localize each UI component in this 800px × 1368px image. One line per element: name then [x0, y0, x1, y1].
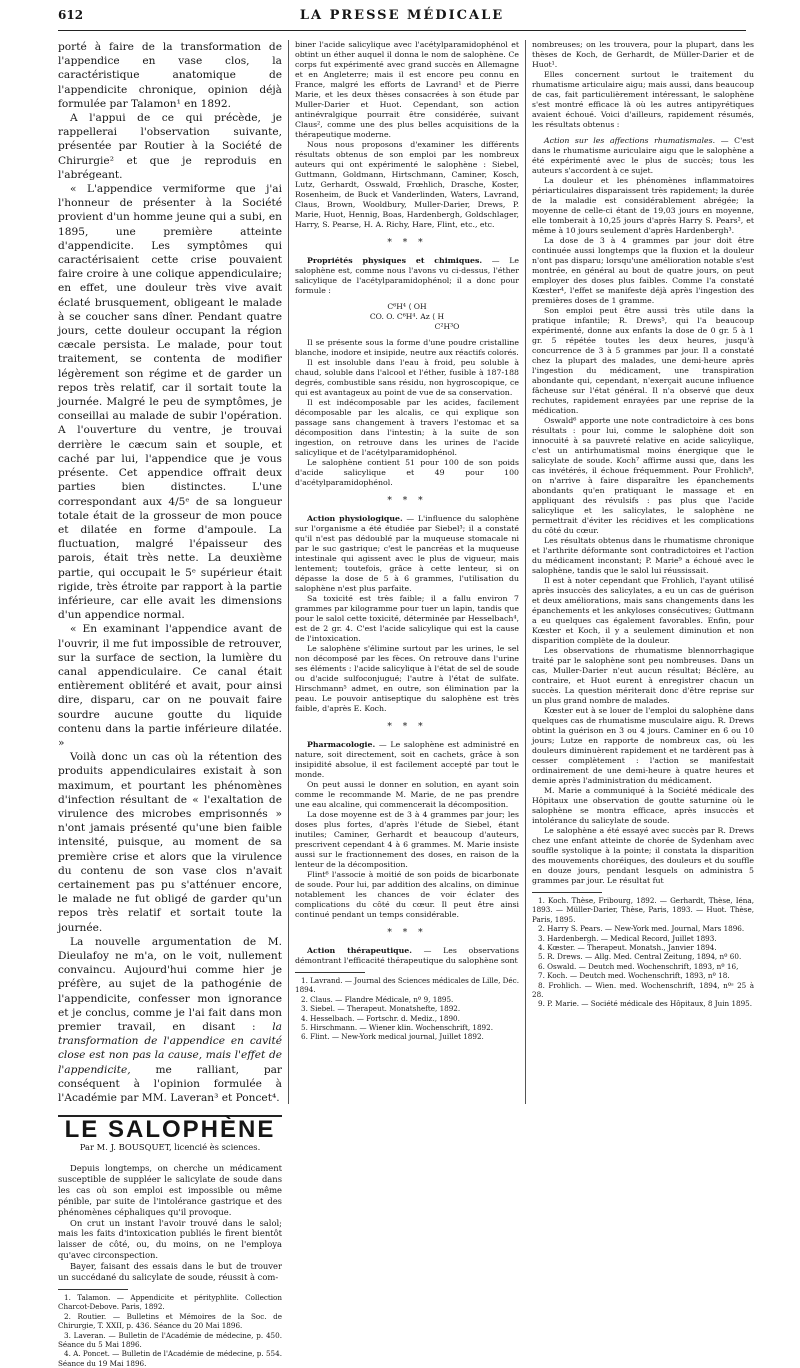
- footnote: 6. Flint. — New-York medical journal, Juillet 1892.: [301, 1032, 484, 1042]
- column-middle: [295, 40, 519, 1042]
- text-span: — L'influence du salophène sur l'organisme a été étudiée par Siebel³; il a constaté qu'il n'est pas dédoublé par la muqueuse stomacale ni par le suc gastrique; c'est le pancréas et la muqueuse intestinale qui agissent avec le plus de vigueur, mais lentement; toutefois, grâce à cette lenteur, si on dépasse la dose de 5 à 6 grammes, l'utilisation du salophène n'est plus parfaite.: [295, 514, 519, 593]
- column-divider: [525, 40, 526, 1104]
- footnote: 3. Laveran. — Bulletin de l'Académie de médecine, p. 450. Séance du 5 Mai 1896.: [58, 1330, 282, 1350]
- paragraph: porté à faire de la transformation de l'appendice en vase clos, la caractéristique anatomique de l'appendicite chronique, opinion déjà formulée par Talamon¹ en 1892.: [58, 41, 282, 110]
- paragraph: [295, 514, 519, 594]
- page-header: [58, 6, 746, 30]
- footnote: 6. Oswald. — Deutch med. Wochenschrift, 1893, nº 16,: [538, 961, 739, 971]
- footnote: 1. Koch. Thèse, Fribourg, 1892. — Gerhardt, Thèse, Iéna, 1893. — Müller-Darier, Thèse, Paris, 1893. — Huot. Thèse, Paris, 1895.: [532, 896, 754, 924]
- paragraph: Sa toxicité est très faible; il a fallu environ 7 grammes par kilogramme pour tuer un lapin, tandis que pour le salol cette toxicité, déterminée par Hesselbach⁴, est de 2 gr. 4. C'est l'acide salicylique qui est la cause de l'intoxication.: [295, 594, 519, 643]
- footnote: 8. Frohlich. — Wien. med. Wochenschrift, 1894, nºˢ 25 à 28.: [532, 980, 754, 1000]
- paragraph: La dose moyenne est de 3 à 4 grammes par jour; les doses plus fortes, d'après l'étude de Siebel, étant inutiles; Caminer, Gerhardt et beaucoup d'auteurs, prescrivent cependant 4 à 6 grammes. M. Marie insiste aussi sur le fractionnement des doses, en raison de la lenteur de la décomposition.: [295, 810, 519, 869]
- text-span: La nouvelle argumentation de M. Dieulafoy ne m'a, on le voit, nullement convaincu. Aujourd'hui comme hier je préfère, au sujet de la pathogénie de l'appendicite, confesser mon ignorance et je conclus, comme je l'ai fait dans mon premier travail, en disant :: [58, 935, 282, 1034]
- footnote: 2. Claus. — Flandre Médicale, nº 9, 1895.: [301, 994, 454, 1004]
- paragraph: La dose de 3 à 4 grammes par jour doit être continuée aussi longtemps que la fluxion et la douleur n'ont pas disparu; lorsqu'une amélioration notable s'est montrée, en général au bout de quatre jours, on peut employer des doses plus faibles. Comme l'a constaté Kœster⁴, l'effet se manifeste déjà après l'ingestion des premières doses de 1 gramme.: [532, 236, 754, 305]
- footnote: 4. A. Poncet. — Bulletin de l'Académie de médecine, p. 554. Séance du 19 Mai 1896.: [58, 1349, 282, 1368]
- footnote: 3. Siebel. — Therapeut. Monatshefte, 1892.: [301, 1004, 461, 1014]
- section-stars: * * *: [387, 496, 427, 506]
- paragraph: Il se présente sous la forme d'une poudre cristalline blanche, inodore et insipide, neutre aux réactifs colorés.: [295, 338, 519, 357]
- paragraph: Flint⁶ l'associe à moitié de son poids de bicarbonate de soude. Pour lui, par addition des alcalins, on diminue notablement les chances de voir éclater des complications du côté du cœur. Il peut être ainsi continué pendant un temps considérable.: [295, 870, 519, 919]
- section-stars: * * *: [387, 722, 427, 732]
- paragraph: Son emploi peut être aussi très utile dans la pratique infantile; R. Drews⁵, qui l'a beaucoup expérimenté, donne aux enfants la dose de 0 gr. 5 à 1 gr. 5 répétée toutes les deux heures, jusqu'à concurrence de 3 à 5 grammes par jour. Il a constaté chez la plupart des malades, une demi-heure après l'ingestion du médicament, une transpiration abondante qui, cependant, n'exerçait aucune influence fâcheuse sur l'état général. Il n'a observé que deux rechutes, rapidement enrayées par une reprise de la médication.: [532, 306, 754, 415]
- formula-line: C⁶H⁴ ⟨ OH: [387, 302, 427, 311]
- footnote-rule: [295, 972, 365, 973]
- paragraph: Elles concernent surtout le traitement du rhumatisme articulaire aigu; mais aussi, dans beaucoup de cas, fait particulièrement intéressant, le salophène s'est montré efficace là où les autres antipyrétiques avaient échoué. Voici d'ailleurs, rapidement résumés, les résultats obtenus :: [532, 70, 754, 129]
- footnote-rule: [532, 892, 602, 893]
- paragraph: Depuis longtemps, on cherche un médicament susceptible de suppléer le salicylate de soude dans les cas où son emploi est impossible ou même pénible, par suite de l'intolérance gastrique et des phénomènes céphaliques qu'il provoque.: [58, 1163, 282, 1217]
- column-left: [58, 40, 282, 1368]
- footnote: 4. Hesselbach. — Fortschr. d. Mediz., 1890.: [301, 1013, 460, 1023]
- paragraph: [58, 935, 282, 1105]
- column-right: [532, 40, 754, 1009]
- paragraph: biner l'acide salicylique avec l'acétylparamidophénol et obtint un éther auquel il donna le nom de salophène. Ce corps fut expérimenté avec grand succès en Allemagne et en Angleterre; mais il est encore peu connu en France, malgré les efforts de Lavrand¹ et de Pierre Marie, et les deux thèses consacrées à son étude par Muller-Darier et Huot. Cependant, son action antinévralgique pourrait être considérée, suivant Claus², comme une des plus belles acquisitions de la thérapeutique moderne.: [295, 40, 519, 139]
- footnote: 7. Koch. — Deutch med. Wochenschrift, 1893, nº 18.: [538, 971, 730, 981]
- paragraph: Il est à noter cependant que Frohlich, l'ayant utilisé après insuccès des salicylates, a eu un cas de guérison et deux améliorations, mais sans changements dans les épanchements et les ankyloses consécutives; Guttmann a eu quelques cas également favorables. Enfin, pour Kœster et Koch, il y a seulement diminution et non disparition complète de la douleur.: [532, 576, 754, 645]
- footnote: 5. Hirschmann. — Wiener klin. Wochenschrift, 1892.: [301, 1023, 493, 1033]
- footnote: 1. Talamon. — Appendicite et pérityphlite. Collection Charcot-Debove. Paris, 1892.: [58, 1293, 282, 1312]
- paragraph: Bayer, faisant des essais dans le but de trouver un succédané du salicylate de soude, réussit à com-: [58, 1261, 282, 1283]
- text-span: — C'est dans le rhumatisme auriculaire aigu que le salophène a été expérimenté avec le plus de succès; tous les auteurs s'accordent à ce sujet.: [532, 136, 754, 175]
- text-span: — Le salophène est, comme nous l'avons vu ci-dessus, l'éther salicylique de l'acétylparamidophénol; il a donc pour formule :: [295, 256, 519, 295]
- text-span: — Le salophène est administré en nature, soit directement, soit en cachets, grâce à son insipidité absolue, il est facilement accepté par tout le monde.: [295, 740, 519, 779]
- appendicitis-text: [58, 40, 282, 1105]
- section-heading: Propriétés physiques et chimiques.: [307, 256, 483, 265]
- footnote: 3. Hardenbergh. — Medical Record, Juillet 1893.: [538, 933, 717, 943]
- paragraph: M. Marie a communiqué à la Société médicale des Hôpitaux une observation de goutte saturnine où le salophène se montra efficace, après insuccès et intolérance du salicylate de soude.: [532, 786, 754, 825]
- italic-conclusion: la transformation de l'appendice en cavité close est non pas la cause, mais l'effet de l'appendicite,: [58, 1021, 282, 1076]
- footnote: 5. R. Drews. — Allg. Med. Central Zeitung, 1894, nº 60.: [538, 952, 742, 962]
- section-stars: * * *: [387, 928, 427, 938]
- paragraph: Le salophène contient 51 pour 100 de son poids d'acide salicylique et 49 pour 100 d'acétylparamidophénol.: [295, 458, 519, 487]
- section-heading: Pharmacologie.: [307, 740, 376, 749]
- footnote: 2. Harry S. Pears. — New-York med. Journal, Mars 1896.: [538, 924, 745, 934]
- chemical-formula: [295, 302, 519, 332]
- paragraph: Il est insoluble dans l'eau à froid, peu soluble à chaud, soluble dans l'alcool et l'éther, fusible à 187-188 degrés, combustible sans résidu, non hygroscopique, ce qui est avantageux au point de vue de sa conservation.: [295, 358, 519, 397]
- paragraph: On crut un instant l'avoir trouvé dans le salol; mais les faits d'intoxication publiés le firent bientôt laisser de côté, ou, du moins, on ne l'employa qu'avec circonspection.: [58, 1217, 282, 1261]
- paragraph: [295, 256, 519, 296]
- paragraph: A l'appui de ce qui précède, je rappellerai l'observation suivante, présentée par Routier à la Société de Chirurgie² et que je reproduis en l'abrégeant.: [58, 112, 282, 181]
- section-heading: Action thérapeutique.: [307, 946, 412, 955]
- paragraph: [295, 946, 519, 966]
- section-heading: Action physiologique.: [307, 514, 403, 523]
- text-span: me ralliant, par conséquent à l'opinion formulée à l'Académie par MM. Laveran³ et Poncet⁴.: [58, 1063, 282, 1105]
- formula-line: C²H³O: [434, 322, 460, 331]
- paragraph: Les résultats obtenus dans le rhumatisme chronique et l'arthrite déformante sont contradictoires et l'action du médicament inconstant; P. Marie⁹ a échoué avec le salophène, tandis que le salol lui réussissait.: [532, 536, 754, 575]
- header-divider: [58, 30, 746, 31]
- paragraph: [532, 136, 754, 176]
- paragraph: « En examinant l'appendice avant de l'ouvrir, il me fut impossible de retrouver, sur la surface de section, la lumière du canal appendiculaire. Ce canal était entièrement oblitéré et avait, pour ainsi dire, disparu, car on ne pouvait faire sourdre aucune goutte du liquide contenu dans la partie inférieure dilatée. »: [58, 623, 282, 749]
- byline: Par M. J. BOUSQUET, licencié ès sciences.: [79, 1142, 261, 1153]
- footnote-rule: [58, 1289, 128, 1290]
- paragraph: Oswald⁶ apporte une note contradictoire à ces bons résultats : pour lui, comme le salophène doit son innocuité à sa pauvreté relative en acide salicylique, c'est un antirhumatismal moins énergique que le salicylate de soude. Koch⁷ affirme aussi que, dans les cas invétérés, il échoue fréquemment. Pour Frohlich⁸, on n'arrive à faire disparaître les épanchements abondants qu'en pratiquant le massage et en appliquant des révulsifs : pas plus que l'acide salicylique et les salicylates, le salophène ne permettrait d'éviter les récidives et les complications du côté du cœur.: [532, 416, 754, 535]
- footnote: 2. Routier. — Bulletins et Mémoires de la Soc. de Chirurgie, T. XXII, p. 436. Séance du 20 Mai 1896.: [58, 1311, 282, 1331]
- paragraph: [295, 740, 519, 780]
- article-title: LE SALOPHÈNE: [64, 1116, 276, 1144]
- paragraph: nombreuses; on les trouvera, pour la plupart, dans les thèses de Koch, de Gerhardt, de Müller-Darier et de Huot¹.: [532, 40, 754, 69]
- section-stars: * * *: [387, 238, 427, 248]
- formula-line: CO. O. C⁶H⁴. Az ⟨ H: [369, 312, 445, 321]
- page-number: 612: [58, 8, 84, 22]
- footnote: 1. Lavrand. — Journal des Sciences médicales de Lille, Déc. 1894.: [295, 976, 519, 995]
- journal-title: LA PRESSE MÉDICALE: [299, 8, 505, 23]
- paragraph: Le salophène s'élimine surtout par les urines, le sel non décomposé par les fèces. On retrouve dans l'urine ses éléments : l'acide salicylique à l'état de sel de soude ou d'acide sulfoconjugué; l'autre à l'état de sulfate. Hirschmann⁵ admet, en outre, son élimination par la peau. Le pouvoir antiseptique du salophène est très faible, d'après E. Koch.: [295, 644, 519, 713]
- column-divider: [288, 40, 289, 1104]
- footnote: 4. Kœster. — Therapeut. Monatsh., Janvier 1894.: [538, 943, 717, 953]
- text-span: — Les observations démontrant l'efficacité thérapeutique du salophène sont: [295, 946, 519, 965]
- paragraph: Il est indécomposable par les acides, facilement décomposable par les alcalis, ce qui explique son passage sans changement à travers l'estomac et sa décomposition dans l'intestin; à la suite de son ingestion, on retrouve dans les urines de l'acide salicylique et de l'acétylparamidophénol.: [295, 398, 519, 457]
- paragraph: Voilà donc un cas où la rétention des produits appendiculaires existait à son maximum, et pourtant les phénomènes d'infection résultant de « l'exaltation de virulence des microbes emprisonnés » n'ont jamais présenté qu'une bien faible intensité, puisque, au moment de sa première crise et alors que la virulence du contenu de son vase clos n'avait certainement pas pu s'atténuer encore, le malade ne fut obligé de garder qu'un repos très relatif et sortait toute la journée.: [58, 751, 282, 934]
- paragraph: Les observations de rhumatisme blennorrhagique traité par le salophène sont peu nombreuses. Dans un cas, Muller-Darier n'eut aucun résultat; Béclère, au contraire, et Huot eurent à enregistrer chacun un succès. La question mériterait donc d'être reprise sur un plus grand nombre de malades.: [532, 646, 754, 705]
- paragraph: On peut aussi le donner en solution, en ayant soin comme le recommande M. Marie, de ne pas prendre une eau alcaline, qui commencerait la décomposition.: [295, 780, 519, 809]
- section-heading: Action sur les affections rhumatismales.: [544, 136, 716, 145]
- paragraph: Kœster eut à se louer de l'emploi du salophène dans quelques cas de rhumatisme musculaire aigu. R. Drews obtint la guérison en 3 ou 4 jours. Caminer en 6 ou 10 jours; Lutze en rapporte de nombreux cas, où les douleurs diminuèrent rapidement et ne tardèrent pas à cesser complètement : l'action se manifestait ordinairement de une demi-heure à quatre heures et demie après l'administration du médicament.: [532, 706, 754, 785]
- paragraph: Nous nous proposons d'examiner les différents résultats obtenus de son emploi par les nombreux auteurs qui ont expérimenté le salophène : Siebel, Guttmann, Goldmann, Hirtschmann, Caminer, Kosch, Lutz, Gerhardt, Osswald, Frœhlich, Drasche, Koster, Rosenheim, de Buck et Vanderlinden, Waters, Lavrand, Claus, Brown, Wooldbury, Muller-Darier, Drews, P. Marie, Huot, Hennig, Boas, Hardenbergh, Goldschlager, Harry, S. Pearse, H. A. Richy, Hare, Flint, etc., etc.: [295, 140, 519, 229]
- paragraph: La douleur et les phénomènes inflammatoires périarticulaires disparaissent très rapidement; la durée de la maladie est considérablement abrégée; la moyenne de celle-ci étant de 19,03 jours en moyenne, elle tomberait à 10,25 jours d'après Harry S. Pears², et même à 10 jours seulement d'après Hardenbergh³.: [532, 176, 754, 235]
- paragraph: Le salophène a été essayé avec succès par R. Drews chez une enfant atteinte de chorée de Sydenham avec souffle systolique à la pointe; il constata la disparition des mouvements choréiques, des douleurs et du souffle en douze jours, pendant lesquels on administra 5 grammes par jour. Le résultat fut: [532, 826, 754, 885]
- footnote: 9. P. Marie. — Société médicale des Hôpitaux, 8 Juin 1895.: [538, 999, 753, 1009]
- paragraph: « L'appendice vermiforme que j'ai l'honneur de présenter à la Société provient d'un homme jeune qui a subi, en 1895, une première atteinte d'appendicite. Les symptômes qui caractérisaient cette crise pouvaient faire croire à une colique appendiculaire; en effet, une douleur très vive avait éclaté brusquement, obligeant le malade à se coucher sans dîner. Pendant quatre jours, cette douleur occupant la région cæcale persista. Le malade, pour tout traitement, se contenta de modifier légèrement son régime et de garder un repos très relatif, car il sortait toute la journée. Malgré le peu de symptômes, je conseillai au malade de subir l'opération. A l'ouverture du ventre, je trouvai derrière le cæcum sain et souple, et caché par lui, l'appendice que je vous présente. Cet appendice offrait deux parties bien distinctes. L'une correspondant aux 4/5ᵉ de sa longueur totale était de la grosseur de mon pouce et dilatée en forme d'ampoule. La fluctuation, malgré l'épaisseur des parois, était très nette. La deuxième partie, qui occupait le 5ᵉ supérieur était rigide, très étroite par rapport à la partie inférieure, car elle avait les dimensions d'un appendice normal.: [58, 183, 282, 622]
- article-heading: [58, 1115, 282, 1153]
